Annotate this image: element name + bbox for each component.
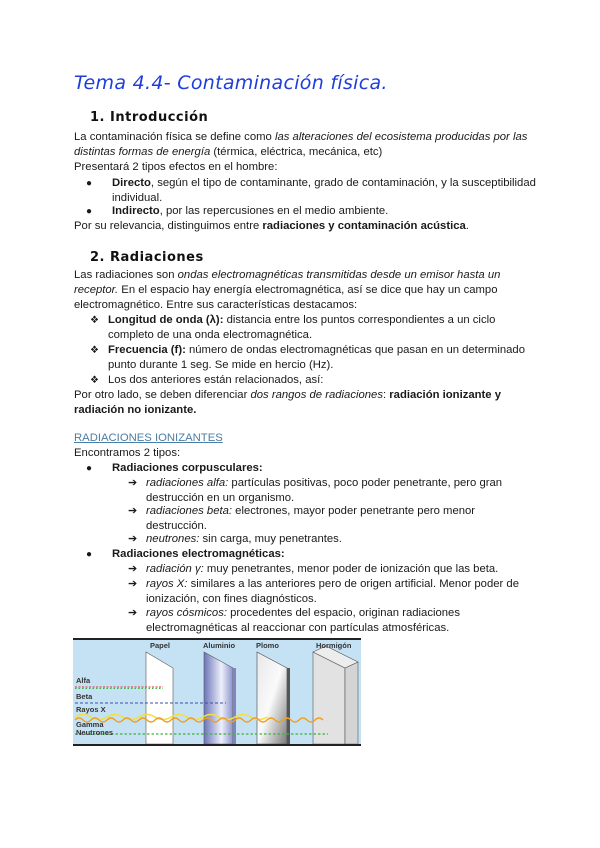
subsection-link-radiaciones-ionizantes[interactable]: RADIACIONES IONIZANTES xyxy=(74,432,223,444)
item-neutrones xyxy=(128,532,342,547)
text: Por otro lado, se deben diferenciar xyxy=(74,389,251,401)
text: La contaminación física se define como xyxy=(74,131,275,143)
arrow-icon: ➔ xyxy=(128,533,138,545)
bold-text: radiaciones y contaminación acústica xyxy=(262,220,466,232)
feature-relacion xyxy=(90,373,324,388)
item-alfa xyxy=(128,476,503,506)
barrier-label-plomo: Plomo xyxy=(256,641,279,650)
text: similares a las anteriores pero de origen artificial. Menor poder de xyxy=(187,578,519,590)
document-title: Tema 4.4- Contaminación física. xyxy=(74,72,388,94)
text: punto durante 1 seg. Se mide en hercio (Hz). xyxy=(108,359,334,371)
diamond-bullet-icon: ❖ xyxy=(90,345,99,356)
barrier-label-papel: Papel xyxy=(150,641,171,650)
group-corpusculares xyxy=(86,461,263,476)
definition-italic: las alteraciones del ecosistema producidas por las xyxy=(274,131,528,143)
text: sin carga, muy penetrantes. xyxy=(199,533,342,545)
italic-text: ondas electromagnéticas transmitidas desde un emisor hasta un xyxy=(177,269,501,281)
text: destrucción en un organismo. xyxy=(146,492,295,504)
term: radiaciones beta: xyxy=(146,505,233,517)
radiaciones-paragraph xyxy=(74,268,544,313)
bold-text: radiación no ionizante. xyxy=(74,404,197,416)
text: (térmica, eléctrica, mecánica, etc) xyxy=(210,146,383,158)
group-title: Radiaciones electromagnéticas: xyxy=(112,548,285,560)
ray-label-neutrones: Neutrones xyxy=(76,728,114,737)
text: Por su relevancia, distinguimos entre xyxy=(74,220,263,232)
diamond-bullet-icon: ❖ xyxy=(90,315,99,326)
section-heading-introduccion: 1. Introducción xyxy=(90,110,209,125)
penetration-diagram-graphic xyxy=(73,640,361,744)
barrier-label-aluminio: Aluminio xyxy=(203,641,236,650)
term: Directo xyxy=(112,177,151,189)
item-rayos-cosmicos xyxy=(128,606,460,636)
item-beta xyxy=(128,504,476,534)
text: completo de una onda electromagnética. xyxy=(108,329,313,341)
term: radiaciones alfa: xyxy=(146,477,229,489)
text: En el espacio hay energía electromagnética, así se dice que hay un campo xyxy=(118,284,498,296)
arrow-icon: ➔ xyxy=(128,477,138,489)
text: destrucción. xyxy=(146,520,207,532)
text: , según el tipo de contaminante, grado de contaminación, y la susceptibilidad xyxy=(150,177,536,189)
ray-label-rayos-x: Rayos X xyxy=(76,705,106,714)
italic-text: receptor. xyxy=(74,284,119,296)
bullet-icon: ● xyxy=(86,463,93,474)
text: individual. xyxy=(112,192,163,204)
arrow-icon: ➔ xyxy=(128,607,138,619)
group-title: Radiaciones corpusculares: xyxy=(112,462,263,474)
section-heading-radiaciones: 2. Radiaciones xyxy=(90,250,204,265)
ray-label-alfa: Alfa xyxy=(76,676,91,685)
text: electromagnético. Entre sus características destacamos: xyxy=(74,299,358,311)
bullet-icon: ● xyxy=(86,206,93,217)
rangos-paragraph xyxy=(74,388,544,418)
bold-text: radiación ionizante y xyxy=(389,389,502,401)
intro-paragraph xyxy=(74,130,544,175)
term: Longitud de onda (λ): xyxy=(108,314,224,326)
bullet-icon: ● xyxy=(86,549,93,560)
term: rayos X: xyxy=(146,578,188,590)
arrow-icon: ➔ xyxy=(128,578,138,590)
feature-frecuencia xyxy=(90,343,525,373)
text: electromagnéticas al reaccionar con partículas atmosféricas. xyxy=(146,622,450,634)
radiation-penetration-figure xyxy=(73,638,361,746)
list-item-indirecto xyxy=(86,204,389,219)
text: Los dos anteriores están relacionados, así: xyxy=(108,374,324,386)
term: Indirecto xyxy=(112,205,160,217)
text: muy penetrantes, menor poder de ionización que las beta. xyxy=(203,563,499,575)
ray-label-beta: Beta xyxy=(76,692,93,701)
definition-italic: distintas formas de energía xyxy=(74,146,211,158)
arrow-icon: ➔ xyxy=(128,505,138,517)
ionizantes-intro: Encontramos 2 tipos: xyxy=(74,447,181,459)
term: neutrones: xyxy=(146,533,200,545)
item-gamma xyxy=(128,562,499,577)
text: electrones, mayor poder penetrante pero menor xyxy=(232,505,476,517)
text: , por las repercusiones en el medio ambiente. xyxy=(159,205,389,217)
term: Frecuencia (f): xyxy=(108,344,186,356)
barrier-label-hormigon: Hormigón xyxy=(316,641,352,650)
text: procedentes del espacio, originan radiaciones xyxy=(226,607,460,619)
text: ionización, con fines diagnósticos. xyxy=(146,593,317,605)
italic-text: dos rangos de radiaciones xyxy=(250,389,383,401)
term: rayos cósmicos: xyxy=(146,607,227,619)
ray-label-gamma: Gamma xyxy=(76,720,104,729)
group-electromagneticas xyxy=(86,547,285,562)
text: partículas positivas, poco poder penetrante, pero gran xyxy=(228,477,503,489)
relevance-paragraph xyxy=(74,219,544,234)
text: número de ondas electromagnéticas que pasan en un determinado xyxy=(185,344,525,356)
arrow-icon: ➔ xyxy=(128,563,138,575)
feature-longitud-onda xyxy=(90,313,496,343)
text: distancia entre los puntos correspondientes a un ciclo xyxy=(223,314,496,326)
list-item-directo xyxy=(86,176,536,206)
diamond-bullet-icon: ❖ xyxy=(90,375,99,386)
text: : xyxy=(382,389,390,401)
item-rayos-x xyxy=(128,577,519,607)
text: . xyxy=(465,220,469,232)
effects-intro: Presentará 2 tipos efectos en el hombre: xyxy=(74,161,278,173)
bullet-icon: ● xyxy=(86,178,93,189)
term: radiación γ: xyxy=(146,563,204,575)
text: Las radiaciones son xyxy=(74,269,178,281)
